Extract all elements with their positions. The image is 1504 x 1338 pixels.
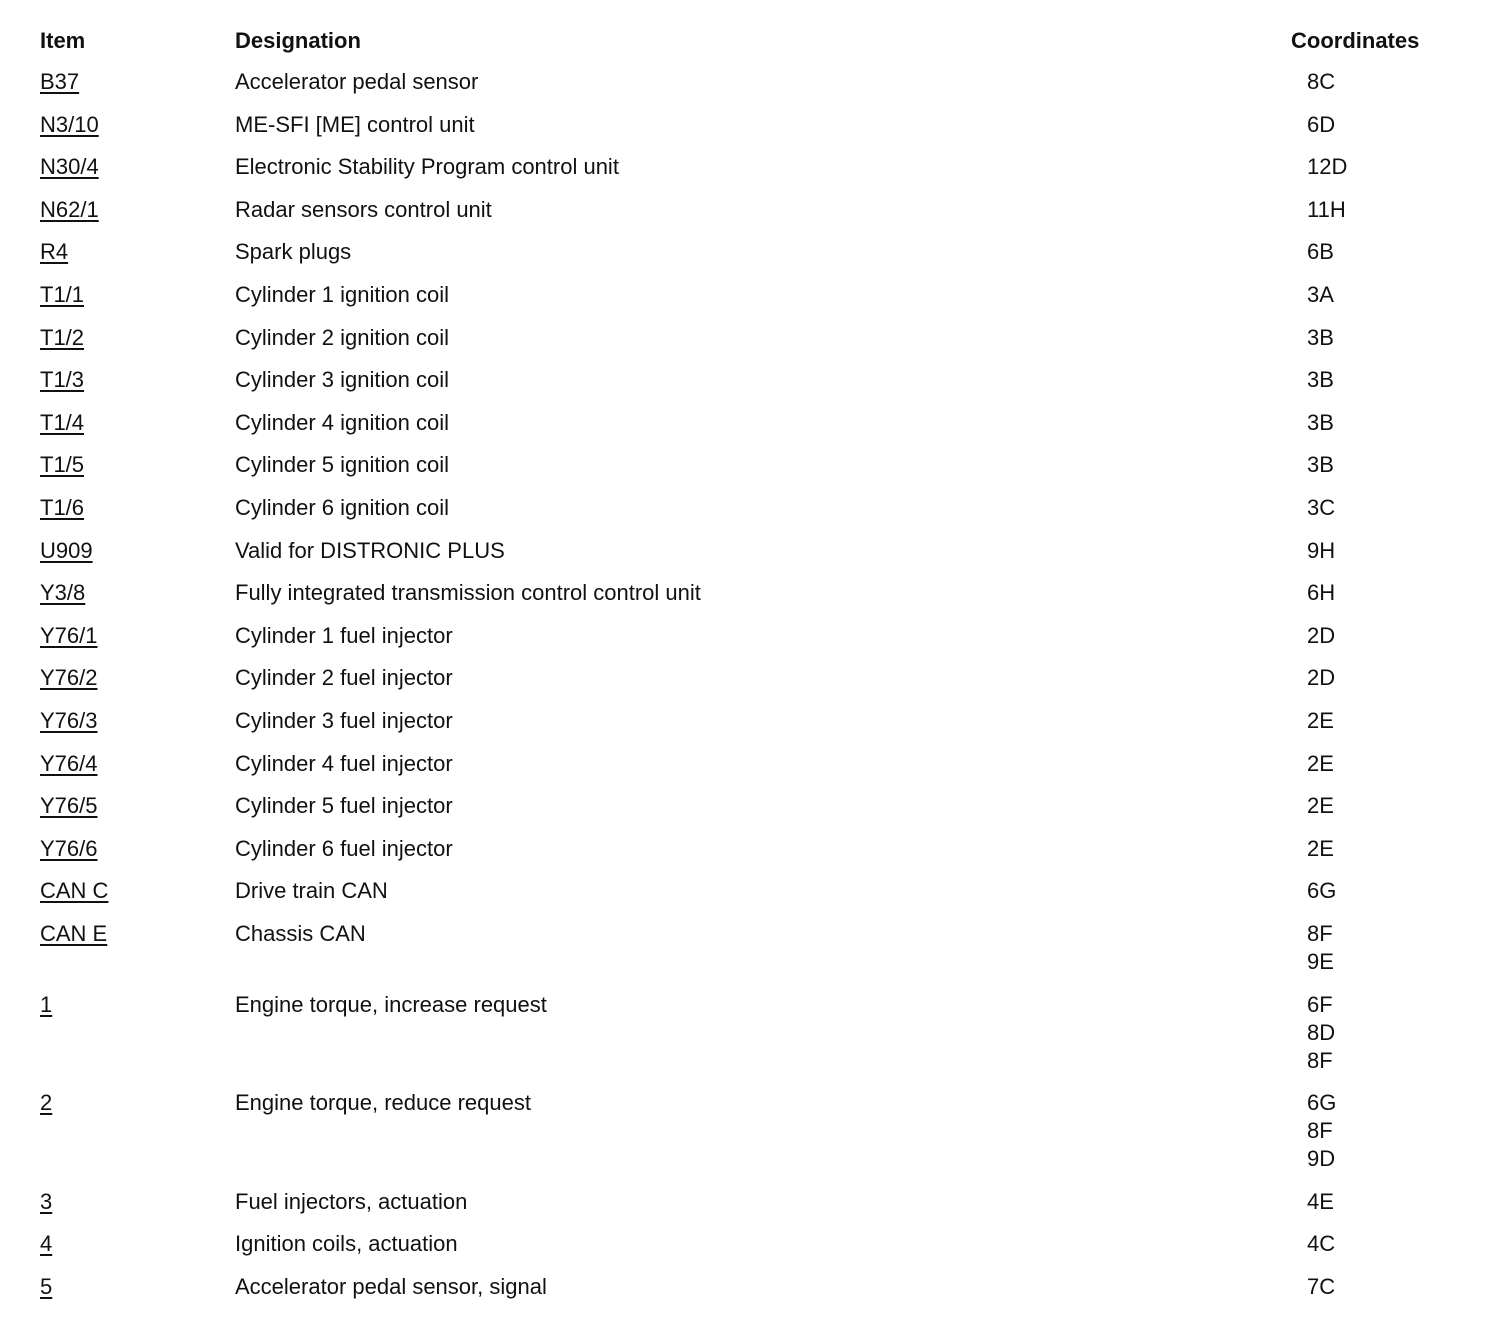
coordinates-cell xyxy=(1307,153,1347,181)
coordinate-value: 2E xyxy=(1307,750,1334,776)
designation-text: Cylinder 3 fuel injector xyxy=(235,708,453,733)
item-link[interactable]: N30/4 xyxy=(40,154,99,180)
table-row xyxy=(0,792,1504,820)
item-link[interactable]: Y76/6 xyxy=(40,835,98,861)
coordinates-cell xyxy=(1307,877,1336,905)
table-row xyxy=(0,1089,1504,1173)
table-row xyxy=(0,991,1504,1075)
table-row xyxy=(0,366,1504,394)
table-header xyxy=(0,28,1504,56)
item-link[interactable]: 2 xyxy=(40,1090,53,1116)
item-link[interactable]: N62/1 xyxy=(40,196,99,222)
designation-text: Fuel injectors, actuation xyxy=(235,1188,468,1214)
item-link[interactable]: Y76/1 xyxy=(40,622,98,648)
table-row xyxy=(0,664,1504,692)
coordinate-value: 6F xyxy=(1307,991,1333,1017)
coordinate-value: 6G xyxy=(1307,878,1337,904)
table-row xyxy=(0,1230,1504,1258)
designation-text: Cylinder 1 ignition coil xyxy=(235,282,449,307)
coordinates-cell xyxy=(1307,366,1334,394)
designation-text: Cylinder 2 fuel injector xyxy=(235,665,453,691)
table-row xyxy=(0,622,1504,650)
coordinates-cell xyxy=(1307,324,1334,352)
table-row xyxy=(0,238,1504,266)
item-link[interactable]: 5 xyxy=(40,1274,53,1299)
coordinate-value: 2D xyxy=(1307,665,1336,691)
designation-text: Electronic Stability Program control unit xyxy=(235,154,619,180)
table-row xyxy=(0,153,1504,181)
item-link[interactable]: Y76/5 xyxy=(40,793,98,819)
coordinates-cell xyxy=(1307,707,1334,735)
table-row xyxy=(0,579,1504,607)
item-link[interactable]: Y76/4 xyxy=(40,750,98,776)
table-row xyxy=(0,877,1504,905)
designation-text: Valid for DISTRONIC PLUS xyxy=(235,537,505,563)
coordinates-cell xyxy=(1307,281,1334,309)
item-link[interactable]: Y76/2 xyxy=(40,665,98,691)
table-row xyxy=(0,494,1504,522)
item-link[interactable]: T1/4 xyxy=(40,409,85,435)
item-link[interactable]: T1/1 xyxy=(40,282,85,307)
designation-text: ME-SFI [ME] control unit xyxy=(235,111,475,137)
coordinate-value: 4C xyxy=(1307,1231,1336,1257)
coordinate-value: 3C xyxy=(1307,495,1336,520)
coordinate-value: 4E xyxy=(1307,1188,1334,1214)
coordinates-cell xyxy=(1307,792,1334,820)
coordinate-value: 6G xyxy=(1307,1090,1337,1116)
designation-text: Cylinder 4 ignition coil xyxy=(235,409,449,435)
designation-text: Chassis CAN xyxy=(235,921,366,946)
coordinates-cell xyxy=(1307,1089,1336,1173)
coordinate-value: 8D xyxy=(1307,1019,1336,1045)
table-row xyxy=(0,196,1504,224)
coordinate-value: 9E xyxy=(1307,949,1334,974)
coordinate-value: 6B xyxy=(1307,239,1334,265)
coordinates-cell xyxy=(1307,664,1335,692)
coordinate-value: 3B xyxy=(1307,452,1334,478)
item-link[interactable]: T1/2 xyxy=(40,324,85,350)
coordinates-cell xyxy=(1307,451,1334,479)
table-row xyxy=(0,1188,1504,1216)
coordinates-cell xyxy=(1307,238,1334,266)
table-row xyxy=(0,707,1504,735)
designation-text: Cylinder 6 fuel injector xyxy=(235,835,453,861)
coordinates-cell xyxy=(1307,579,1335,607)
item-link[interactable]: CAN E xyxy=(40,921,108,946)
coordinates-cell xyxy=(1307,1188,1334,1216)
table-row xyxy=(0,68,1504,96)
coordinates-cell xyxy=(1307,196,1346,224)
table-row xyxy=(0,451,1504,479)
designation-text: Spark plugs xyxy=(235,239,352,265)
column-header-item: Item xyxy=(40,28,86,53)
designation-text: Accelerator pedal sensor, signal xyxy=(235,1274,547,1299)
table-row xyxy=(0,409,1504,437)
table-row xyxy=(0,281,1504,309)
designation-text: Cylinder 6 ignition coil xyxy=(235,495,449,520)
designation-text: Fully integrated transmission control control unit xyxy=(235,580,701,606)
designation-text: Cylinder 5 ignition coil xyxy=(235,452,449,478)
coordinate-value: 2E xyxy=(1307,793,1334,819)
table-row xyxy=(0,324,1504,352)
coordinate-value: 2E xyxy=(1307,835,1334,861)
coordinates-cell xyxy=(1307,68,1335,96)
column-header-coordinates: Coordinates xyxy=(1291,28,1420,53)
coordinates-cell xyxy=(1307,750,1334,778)
item-link[interactable]: B37 xyxy=(40,69,80,94)
coordinate-value: 11H xyxy=(1307,196,1346,222)
coordinate-value: 7C xyxy=(1307,1274,1336,1299)
item-link[interactable]: T1/3 xyxy=(40,367,85,393)
designation-text: Cylinder 4 fuel injector xyxy=(235,750,453,776)
coordinate-value: 6D xyxy=(1307,111,1336,137)
coordinate-value: 8F xyxy=(1307,1047,1333,1073)
item-link[interactable]: R4 xyxy=(40,239,69,265)
item-link[interactable]: 3 xyxy=(40,1188,53,1214)
item-link[interactable]: Y3/8 xyxy=(40,580,86,606)
table-row xyxy=(0,1273,1504,1301)
designation-text: Accelerator pedal sensor xyxy=(235,69,479,94)
table-row xyxy=(0,835,1504,863)
item-link[interactable]: 4 xyxy=(40,1231,53,1257)
coordinate-value: 2E xyxy=(1307,708,1334,733)
coordinate-value: 2D xyxy=(1307,622,1336,648)
table-row xyxy=(0,537,1504,565)
coordinate-value: 8F xyxy=(1307,1118,1333,1144)
table-row xyxy=(0,750,1504,778)
coordinates-cell xyxy=(1307,409,1334,437)
table-row xyxy=(0,920,1504,976)
coordinate-value: 12D xyxy=(1307,154,1348,180)
coordinate-value: 3B xyxy=(1307,324,1334,350)
coordinates-cell xyxy=(1307,622,1335,650)
coordinates-cell xyxy=(1307,835,1334,863)
coordinate-value: 8C xyxy=(1307,69,1336,94)
coordinate-value: 6H xyxy=(1307,580,1336,606)
coordinates-cell xyxy=(1307,111,1335,139)
designation-text: Cylinder 3 ignition coil xyxy=(235,367,449,393)
coordinate-value: 8F xyxy=(1307,921,1333,946)
column-header-designation: Designation xyxy=(235,28,361,53)
coordinate-value: 3B xyxy=(1307,409,1334,435)
coordinate-value: 3B xyxy=(1307,367,1334,393)
coordinate-value: 3A xyxy=(1307,282,1334,307)
designation-text: Engine torque, reduce request xyxy=(235,1090,531,1116)
item-link[interactable]: CAN C xyxy=(40,878,109,904)
item-link[interactable]: Y76/3 xyxy=(40,708,98,733)
designation-text: Cylinder 2 ignition coil xyxy=(235,324,449,350)
designation-text: Radar sensors control unit xyxy=(235,196,492,222)
designation-text: Cylinder 1 fuel injector xyxy=(235,622,453,648)
coordinate-value: 9D xyxy=(1307,1146,1336,1172)
coordinates-cell xyxy=(1307,494,1335,522)
coordinates-cell xyxy=(1307,920,1334,976)
coordinates-cell xyxy=(1307,1230,1335,1258)
designation-text: Cylinder 5 fuel injector xyxy=(235,793,453,819)
designation-text: Engine torque, increase request xyxy=(235,991,547,1017)
table-row xyxy=(0,111,1504,139)
coordinates-cell xyxy=(1307,1273,1335,1301)
item-link[interactable]: T1/6 xyxy=(40,495,85,520)
item-link[interactable]: N3/10 xyxy=(40,111,99,137)
designation-text: Ignition coils, actuation xyxy=(235,1231,458,1257)
item-link[interactable]: T1/5 xyxy=(40,452,85,478)
coordinates-cell xyxy=(1307,537,1335,565)
item-link[interactable]: 1 xyxy=(40,991,53,1017)
coordinate-value: 9H xyxy=(1307,537,1336,563)
item-link[interactable]: U909 xyxy=(40,537,93,563)
designation-text: Drive train CAN xyxy=(235,878,388,904)
coordinates-cell xyxy=(1307,991,1335,1075)
